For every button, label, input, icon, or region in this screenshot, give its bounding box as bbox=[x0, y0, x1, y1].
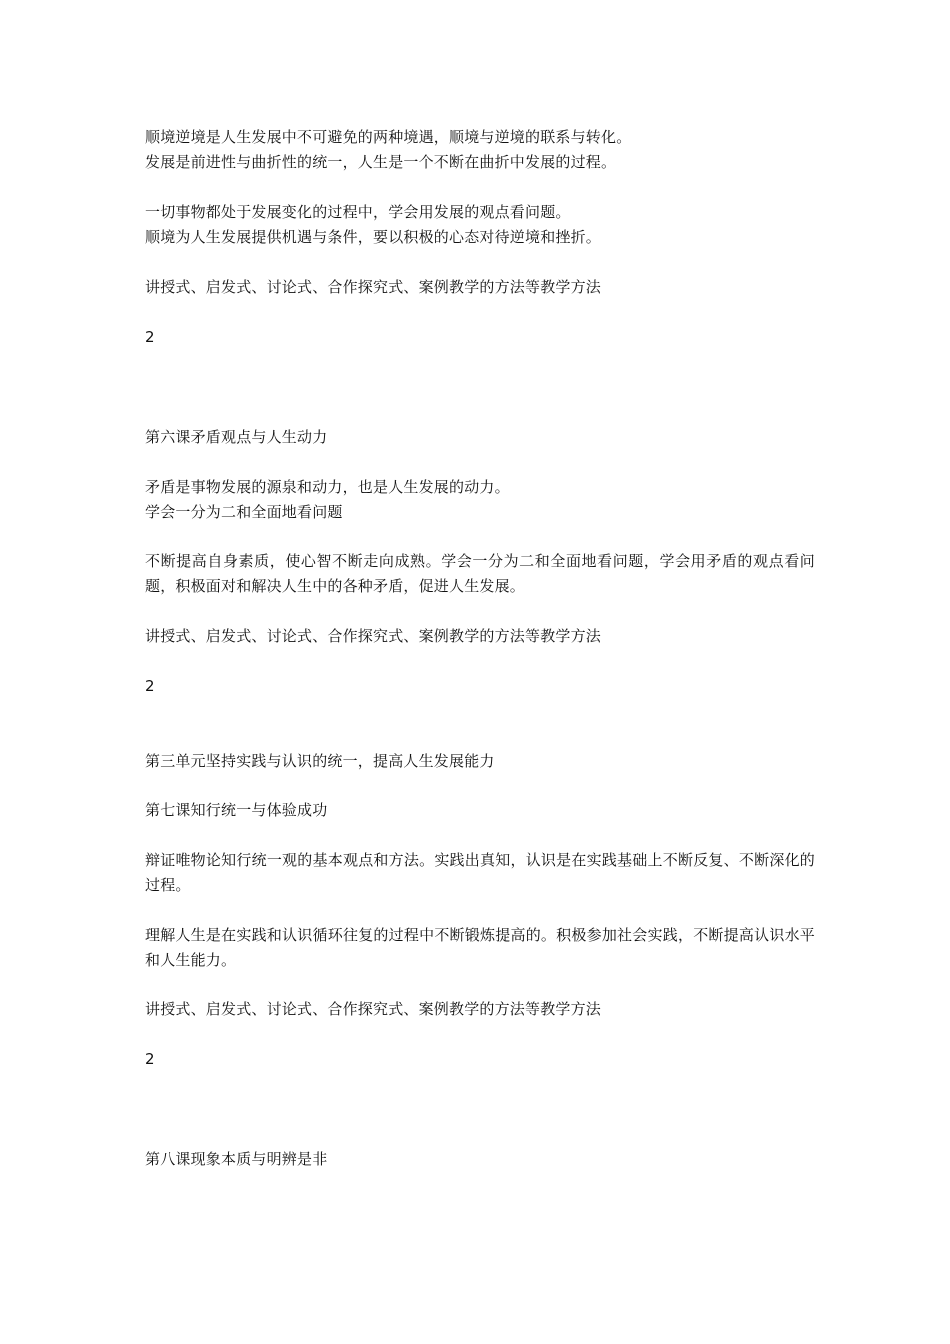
unit-heading: 第三单元坚持实践与认识的统一，提高人生发展能力 bbox=[145, 752, 495, 770]
text-line: 一切事物都处于发展变化的过程中，学会用发展的观点看问题。 bbox=[145, 203, 571, 221]
teaching-methods-line: 讲授式、启发式、讨论式、合作探究式、案例教学的方法等教学方法 bbox=[145, 278, 602, 296]
text-paragraph: 理解人生是在实践和认识循环往复的过程中不断锻炼提高的。积极参加社会实践，不断提高认识水平和人生能力。 bbox=[145, 926, 815, 969]
text-line: 顺境逆境是人生发展中不可避免的两种境遇，顺境与逆境的联系与转化。 bbox=[145, 128, 632, 146]
teaching-methods-line: 讲授式、启发式、讨论式、合作探究式、案例教学的方法等教学方法 bbox=[145, 1000, 602, 1018]
hours-value: 2 bbox=[145, 677, 155, 695]
lesson-heading: 第八课现象本质与明辨是非 bbox=[145, 1150, 328, 1168]
hours-value: 2 bbox=[145, 1050, 155, 1068]
lesson-heading: 第六课矛盾观点与人生动力 bbox=[145, 428, 328, 446]
teaching-methods-line: 讲授式、启发式、讨论式、合作探究式、案例教学的方法等教学方法 bbox=[145, 627, 602, 645]
text-line: 学会一分为二和全面地看问题 bbox=[145, 503, 343, 521]
text-line: 顺境为人生发展提供机遇与条件，要以积极的心态对待逆境和挫折。 bbox=[145, 228, 602, 246]
lesson-heading: 第七课知行统一与体验成功 bbox=[145, 801, 328, 819]
hours-value: 2 bbox=[145, 328, 155, 346]
text-line: 矛盾是事物发展的源泉和动力，也是人生发展的动力。 bbox=[145, 478, 510, 496]
text-paragraph: 不断提高自身素质，使心智不断走向成熟。学会一分为二和全面地看问题，学会用矛盾的观点看问题，积极面对和解决人生中的各种矛盾，促进人生发展。 bbox=[145, 552, 815, 595]
text-paragraph: 辩证唯物论知行统一观的基本观点和方法。实践出真知，认识是在实践基础上不断反复、不断深化的过程。 bbox=[145, 851, 815, 894]
text-line: 发展是前进性与曲折性的统一，人生是一个不断在曲折中发展的过程。 bbox=[145, 153, 617, 171]
